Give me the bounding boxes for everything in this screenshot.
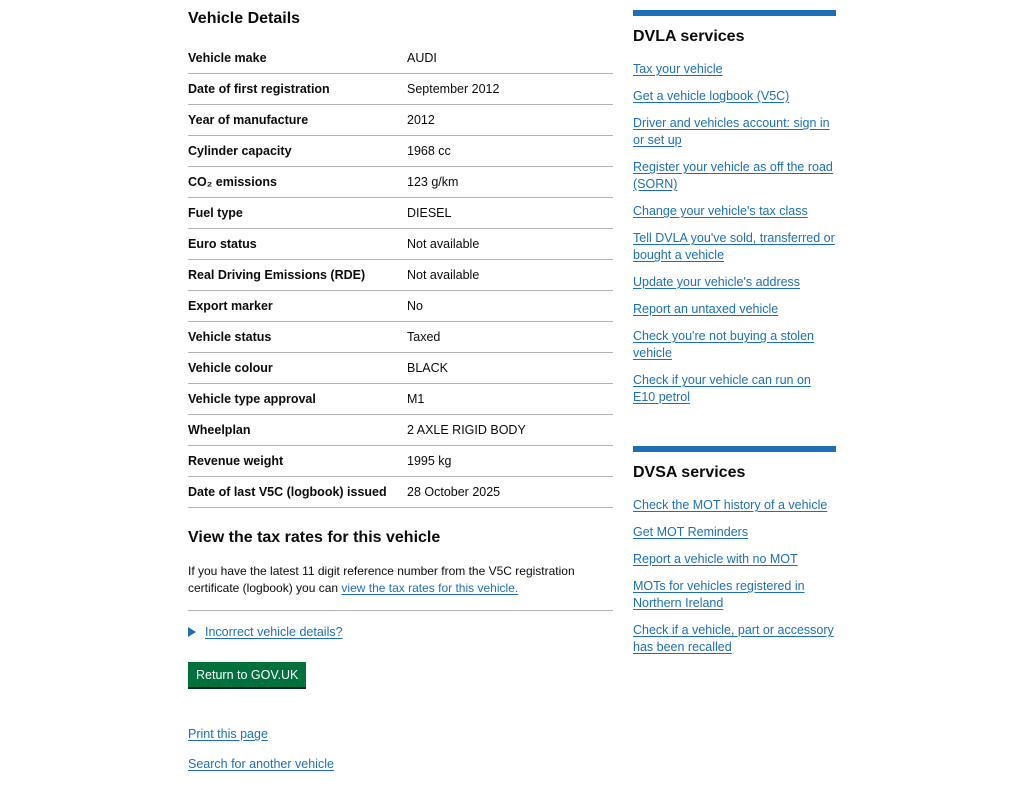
- dvla-service-link[interactable]: Update your vehicle's address: [633, 275, 801, 289]
- details-row-label: Vehicle make: [188, 43, 407, 74]
- details-row-value: AUDI: [407, 43, 613, 74]
- search-another-vehicle-link[interactable]: Search for another vehicle: [188, 757, 334, 771]
- tax-rates-description: If you have the latest 11 digit reference number from the V5C registration certificate (logbook) you can: [188, 564, 575, 595]
- details-row-value: 28 October 2025: [407, 477, 613, 508]
- dvsa-list-item: [633, 524, 836, 541]
- vehicle-details-title: Vehicle Details: [188, 10, 301, 27]
- details-row: [188, 198, 613, 229]
- view-tax-rates-link[interactable]: view the tax rates for this vehicle.: [341, 581, 519, 595]
- details-row: [188, 105, 613, 136]
- details-row-value: September 2012: [407, 74, 613, 105]
- details-row-label: Year of manufacture: [188, 105, 407, 136]
- details-row: [188, 322, 613, 353]
- details-row-value: BLACK: [407, 353, 613, 384]
- incorrect-details-toggle[interactable]: [188, 625, 343, 639]
- details-row: [188, 384, 613, 415]
- dvla-service-link[interactable]: Check you're not buying a stolen vehicle: [633, 329, 814, 360]
- details-row-label: Date of first registration: [188, 74, 407, 105]
- triangle-right-icon: [188, 627, 196, 637]
- dvla-service-link[interactable]: Report an untaxed vehicle: [633, 302, 779, 316]
- dvla-services-list: [633, 61, 836, 416]
- details-row: [188, 74, 613, 105]
- divider: [188, 610, 613, 611]
- details-row: [188, 229, 613, 260]
- details-row-value: Not available: [407, 260, 613, 291]
- dvla-service-link[interactable]: Change your vehicle's tax class: [633, 204, 808, 218]
- return-to-govuk-button[interactable]: Return to GOV.UK: [188, 662, 306, 687]
- dvsa-list-item: [633, 551, 836, 568]
- tax-rates-heading: View the tax rates for this vehicle: [188, 529, 441, 546]
- details-row: [188, 43, 613, 74]
- dvla-service-link[interactable]: Driver and vehicles account: sign in or set up: [633, 116, 830, 147]
- dvla-service-link[interactable]: Tax your vehicle: [633, 62, 723, 76]
- dvla-service-link[interactable]: Tell DVLA you've sold, transferred or bought a vehicle: [633, 231, 835, 262]
- dvla-list-item: [633, 230, 836, 264]
- details-row: [188, 291, 613, 322]
- details-row: [188, 477, 613, 508]
- details-row-value: Taxed: [407, 322, 613, 353]
- details-row-label: Date of last V5C (logbook) issued: [188, 477, 407, 508]
- incorrect-details-link[interactable]: Incorrect vehicle details?: [205, 625, 343, 639]
- details-row-value: 2 AXLE RIGID BODY: [407, 415, 613, 446]
- dvsa-list-item: [633, 497, 836, 514]
- details-row: [188, 136, 613, 167]
- dvla-services-heading: DVLA services: [633, 28, 745, 45]
- details-row-label: Euro status: [188, 229, 407, 260]
- details-row-value: DIESEL: [407, 198, 613, 229]
- details-row-label: Cylinder capacity: [188, 136, 407, 167]
- dvla-accent-bar: [633, 10, 836, 16]
- details-row-label: Wheelplan: [188, 415, 407, 446]
- details-row: [188, 415, 613, 446]
- details-row: [188, 353, 613, 384]
- details-row-value: 2012: [407, 105, 613, 136]
- dvla-service-link[interactable]: Register your vehicle as off the road (SORN): [633, 160, 833, 191]
- dvla-list-item: [633, 372, 836, 406]
- details-row-label: Vehicle status: [188, 322, 407, 353]
- details-row-label: Real Driving Emissions (RDE): [188, 260, 407, 291]
- details-row: [188, 167, 613, 198]
- dvla-list-item: [633, 115, 836, 149]
- details-row-label: Export marker: [188, 291, 407, 322]
- details-row: [188, 260, 613, 291]
- vehicle-details-table: [188, 43, 613, 508]
- tax-rates-text: [188, 563, 608, 597]
- details-row-label: Revenue weight: [188, 446, 407, 477]
- details-row-value: 1968 cc: [407, 136, 613, 167]
- dvla-list-item: [633, 88, 836, 105]
- dvsa-list-item: [633, 622, 836, 656]
- dvsa-services-heading: DVSA services: [633, 464, 746, 481]
- dvla-list-item: [633, 61, 836, 78]
- dvsa-accent-bar: [633, 446, 836, 452]
- details-row-value: M1: [407, 384, 613, 415]
- details-row-value: 123 g/km: [407, 167, 613, 198]
- dvsa-service-link[interactable]: Report a vehicle with no MOT: [633, 552, 798, 566]
- dvla-list-item: [633, 301, 836, 318]
- details-row-label: Vehicle type approval: [188, 384, 407, 415]
- details-row-value: No: [407, 291, 613, 322]
- dvla-list-item: [633, 203, 836, 220]
- dvsa-service-link[interactable]: MOTs for vehicles registered in Northern Ireland: [633, 579, 805, 610]
- dvla-list-item: [633, 159, 836, 193]
- details-row-label: CO₂ emissions: [188, 167, 407, 198]
- dvsa-service-link[interactable]: Get MOT Reminders: [633, 525, 749, 539]
- details-row-label: Vehicle colour: [188, 353, 407, 384]
- details-row: [188, 446, 613, 477]
- details-row-value: Not available: [407, 229, 613, 260]
- dvsa-services-list: [633, 497, 836, 666]
- details-row-value: 1995 kg: [407, 446, 613, 477]
- dvsa-service-link[interactable]: Check if a vehicle, part or accessory has been recalled: [633, 623, 834, 654]
- dvla-list-item: [633, 274, 836, 291]
- print-page-link[interactable]: Print this page: [188, 727, 268, 741]
- details-row-label: Fuel type: [188, 198, 407, 229]
- dvla-service-link[interactable]: Get a vehicle logbook (V5C): [633, 89, 790, 103]
- dvsa-list-item: [633, 578, 836, 612]
- dvla-list-item: [633, 328, 836, 362]
- dvsa-service-link[interactable]: Check the MOT history of a vehicle: [633, 498, 828, 512]
- dvla-service-link[interactable]: Check if your vehicle can run on E10 petrol: [633, 373, 811, 404]
